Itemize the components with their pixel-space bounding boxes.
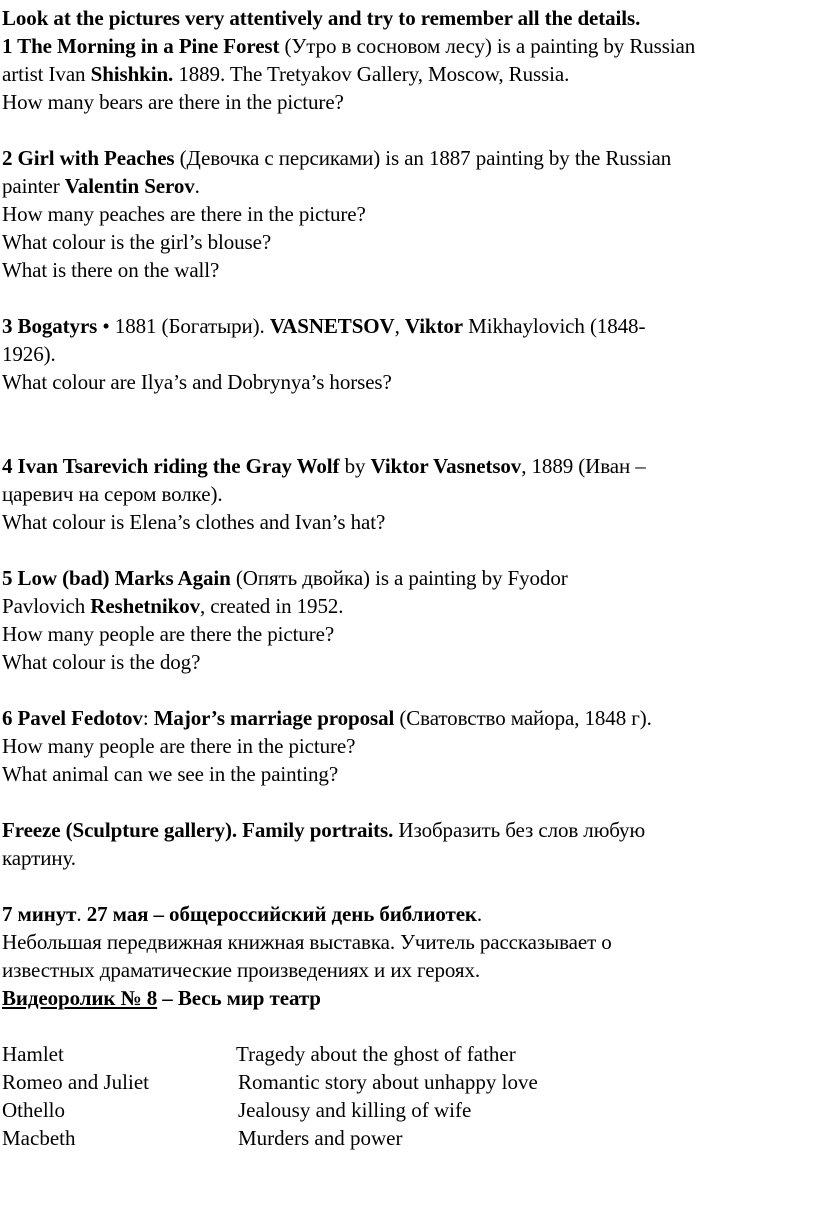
painting-4-line-1 <box>2 452 814 480</box>
painting-4-title: 4 Ivan Tsarevich riding the Gray Wolf <box>2 454 340 478</box>
play-row <box>2 1068 814 1096</box>
spacer <box>2 536 814 564</box>
painting-2-line-1 <box>2 144 814 172</box>
library-dot: . <box>76 902 87 926</box>
painting-3-artist-surname: VASNETSOV <box>269 314 395 338</box>
painting-3-title: 3 Bogatyrs <box>2 314 98 338</box>
library-heading: 27 мая – общероссийский день библиотек <box>86 902 477 926</box>
painting-2-text-b: . <box>194 174 200 198</box>
painting-5-artist: Reshetnikov <box>90 594 200 618</box>
painting-3-comma: , <box>394 314 405 338</box>
painting-3-text-mid: • 1881 (Богатыри). <box>97 314 270 338</box>
painting-2-question-1: How many peaches are there in the picture? <box>2 202 366 226</box>
painting-2-line-2 <box>2 172 814 200</box>
document <box>2 4 814 1152</box>
intro-text: Look at the pictures very attentively and try to remember all the details. <box>2 6 641 30</box>
spacer <box>2 1012 814 1040</box>
painting-2-artist: Valentin Serov <box>64 174 195 198</box>
painting-1-ru: (Утро в сосновом лесу) is a painting by Russian <box>279 34 696 58</box>
intro-line <box>2 4 814 32</box>
painting-5-line-1 <box>2 564 814 592</box>
play-row <box>2 1040 814 1068</box>
painting-2-text-a: painter <box>2 174 65 198</box>
painting-1-question-1: How many bears are there in the picture? <box>2 90 344 114</box>
spacer <box>2 116 814 144</box>
spacer <box>2 676 814 704</box>
plays-table <box>2 1040 814 1152</box>
painting-6-text-rest: (Сватовство майора, 1848 г). <box>394 706 652 730</box>
play-row <box>2 1124 814 1152</box>
painting-1-title: 1 The Morning in a Pine Forest <box>2 34 280 58</box>
play-row <box>2 1096 814 1124</box>
library-line-2: Небольшая передвижная книжная выставка. Учитель рассказывает о <box>2 930 612 954</box>
library-line-3: известных драматические произведениях и их героях. <box>2 958 480 982</box>
painting-4-by: by <box>339 454 371 478</box>
painting-1-line-1 <box>2 32 814 60</box>
painting-1-text-b: 1889. The Tretyakov Gallery, Moscow, Russia. <box>173 62 570 86</box>
painting-2-question-3: What is there on the wall? <box>2 258 220 282</box>
painting-5-ru: (Опять двойка) is a painting by Fyodor <box>230 566 568 590</box>
play-title: Romeo and Juliet <box>2 1070 149 1094</box>
painting-5-question-1: How many people are there the picture? <box>2 622 335 646</box>
painting-4-question-1: What colour is Elena’s clothes and Ivan’s hat? <box>2 510 386 534</box>
play-title: Hamlet <box>2 1042 64 1066</box>
play-description: Tragedy about the ghost of father <box>236 1042 516 1066</box>
painting-6-artist: 6 Pavel Fedotov <box>2 706 143 730</box>
painting-1-line-2 <box>2 60 814 88</box>
play-title: Othello <box>2 1098 65 1122</box>
spacer <box>2 396 814 452</box>
painting-1-artist: Shishkin. <box>90 62 174 86</box>
freeze-text: Изобразить без слов любую <box>393 818 646 842</box>
play-description: Murders and power <box>238 1126 403 1150</box>
freeze-line-1 <box>2 816 814 844</box>
play-title: Macbeth <box>2 1126 76 1150</box>
video-link: Видеоролик № 8 <box>2 986 158 1010</box>
painting-2-question-2: What colour is the girl’s blouse? <box>2 230 272 254</box>
painting-6-line-1 <box>2 704 814 732</box>
painting-3-text-rest: Mikhaylovich (1848- <box>463 314 646 338</box>
painting-6-question-2: What animal can we see in the painting? <box>2 762 339 786</box>
painting-4-line-2: царевич на сером волке). <box>2 482 223 506</box>
painting-5-text-b: , created in 1952. <box>200 594 344 618</box>
painting-6-question-1: How many people are there in the picture? <box>2 734 356 758</box>
library-dot-2: . <box>476 902 483 926</box>
library-line-1 <box>2 900 814 928</box>
video-line <box>2 984 814 1012</box>
spacer <box>2 788 814 816</box>
painting-3-line-2: 1926). <box>2 342 56 366</box>
painting-2-title: 2 Girl with Peaches <box>2 146 175 170</box>
painting-4-artist: Viktor Vasnetsov <box>370 454 522 478</box>
freeze-line-2: картину. <box>2 846 76 870</box>
painting-4-text-rest: , 1889 (Иван – <box>521 454 646 478</box>
painting-1-text-a: artist Ivan <box>2 62 91 86</box>
spacer <box>2 872 814 900</box>
painting-5-title: 5 Low (bad) Marks Again <box>2 566 231 590</box>
spacer <box>2 284 814 312</box>
painting-3-line-1 <box>2 312 814 340</box>
painting-5-text-a: Pavlovich <box>2 594 91 618</box>
painting-6-colon: : <box>142 706 154 730</box>
painting-3-artist-name: Viktor <box>404 314 464 338</box>
play-description: Jealousy and killing of wife <box>238 1098 472 1122</box>
play-description: Romantic story about unhappy love <box>238 1070 538 1094</box>
painting-5-question-2: What colour is the dog? <box>2 650 201 674</box>
painting-3-question-1: What colour are Ilya’s and Dobrynya’s horses? <box>2 370 392 394</box>
video-title: – Весь мир театр <box>157 986 321 1010</box>
painting-6-title: Major’s marriage proposal <box>153 706 395 730</box>
painting-5-line-2 <box>2 592 814 620</box>
library-minutes: 7 минут <box>2 902 77 926</box>
freeze-heading: Freeze (Sculpture gallery). Family portraits. <box>2 818 394 842</box>
painting-2-ru: (Девочка с персиками) is an 1887 painting by the Russian <box>174 146 672 170</box>
